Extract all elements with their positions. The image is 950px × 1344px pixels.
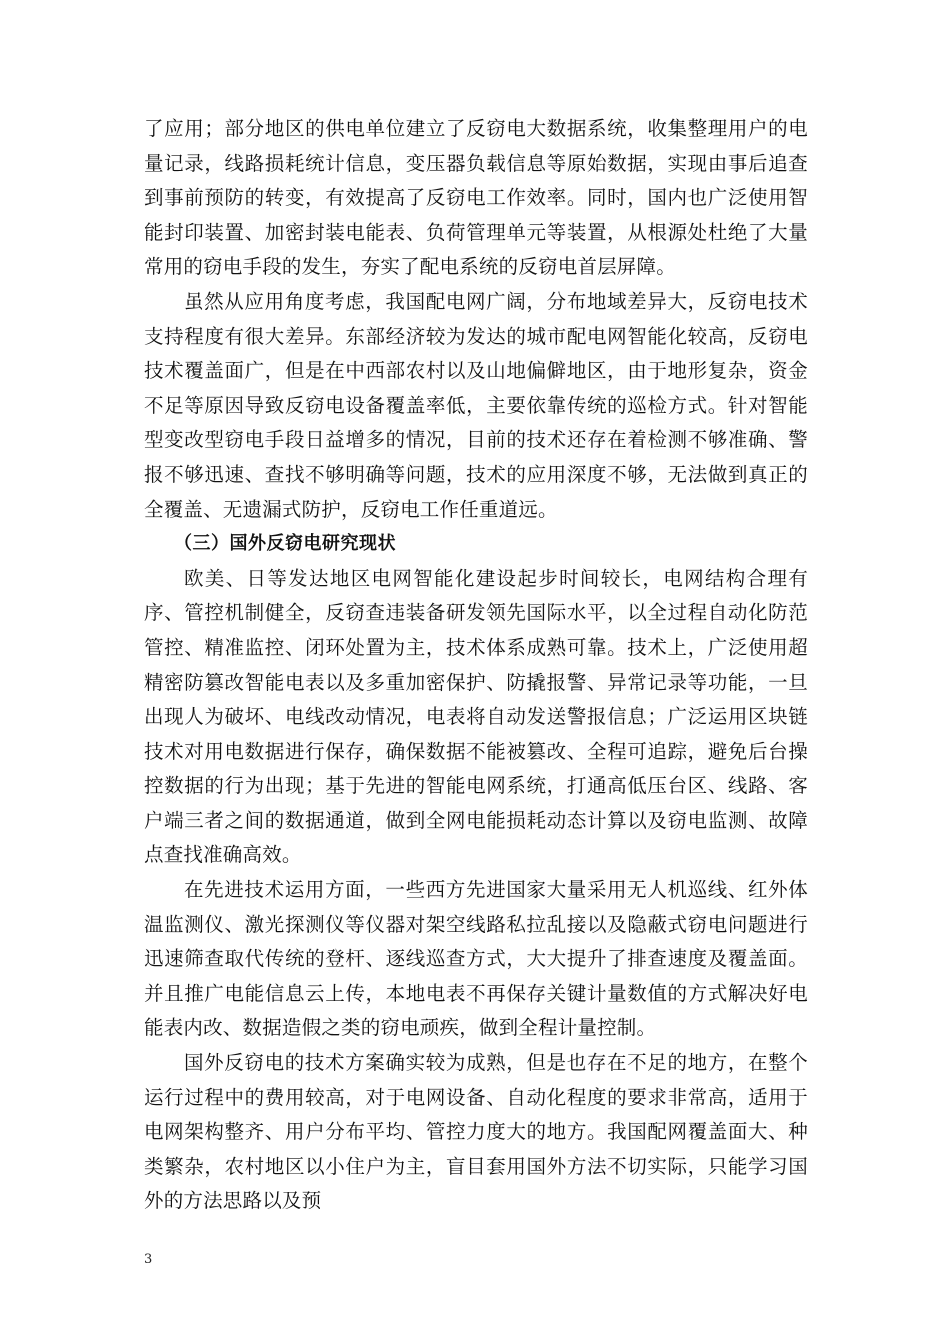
document-page bbox=[144, 112, 808, 1219]
paragraph-1: 了应用；部分地区的供电单位建立了反窃电大数据系统，收集整理用户的电量记录，线路损耗统计信息，变压器负载信息等原始数据，实现由事后追查到事前预防的转变，有效提高了反窃电工作效率。同时，国内也广泛使用智能封印装置、加密封装电能表、负荷管理单元等装置，从根源处杜绝了大量常用的窃电手段的发生，夯实了配电系统的反窃电首层屏障。 bbox=[144, 117, 808, 279]
paragraph-3: 欧美、日等发达地区电网智能化建设起步时间较长，电网结构合理有序、管控机制健全，反窃查违装备研发领先国际水平，以全过程自动化防范管控、精准监控、闭环处置为主，技术体系成熟可靠。技术上，广泛使用超精密防篡改智能电表以及多重加密保护、防撬报警、异常记录等功能，一旦出现人为破坏、电线改动情况，电表将自动发送警报信息；广泛运用区块链技术对用电数据进行保存，确保数据不能被篡改、全程可追踪，避免后台操控数据的行为出现；基于先进的智能电网系统，打通高低压台区、线路、客户端三者之间的数据通道，做到全网电能损耗动态计算以及窃电监测、故障点查找准确高效。 bbox=[144, 566, 808, 867]
paragraph-2: 虽然从应用角度考虑，我国配电网广阔，分布地域差异大，反窃电技术支持程度有很大差异。东部经济较为发达的城市配电网智能化较高，反窃电技术覆盖面广，但是在中西部农村以及山地偏僻地区，由于地形复杂，资金不足等原因导致反窃电设备覆盖率低，主要依靠传统的巡检方式。针对智能型变改型窃电手段日益增多的情况，目前的技术还存在着检测不够准确、警报不够迅速、查找不够明确等问题，技术的应用深度不够，无法做到真正的全覆盖、无遗漏式防护，反窃电工作任重道远。 bbox=[144, 289, 808, 521]
section-heading: （三）国外反窃电研究现状 bbox=[174, 533, 396, 555]
paragraph-4: 在先进技术运用方面，一些西方先进国家大量采用无人机巡线、红外体温监测仪、激光探测仪等仪器对架空线路私拉乱接以及隐蔽式窃电问题进行迅速筛查取代传统的登杆、逐线巡查方式，大大提升了排查速度及覆盖面。并且推广电能信息云上传，本地电表不再保存关键计量数值的方式解决好电能表内改、数据造假之类的窃电顽疾，做到全程计量控制。 bbox=[144, 878, 808, 1040]
paragraph-5: 国外反窃电的技术方案确实较为成熟，但是也存在不足的地方，在整个运行过程中的费用较高，对于电网设备、自动化程度的要求非常高，适用于电网架构整齐、用户分布平均、管控力度大的地方。我国配网覆盖面大、种类繁杂，农村地区以小住户为主，盲目套用国外方法不切实际，只能学习国外的方法思路以及预 bbox=[144, 1051, 808, 1213]
page-number: 3 bbox=[144, 1252, 153, 1267]
